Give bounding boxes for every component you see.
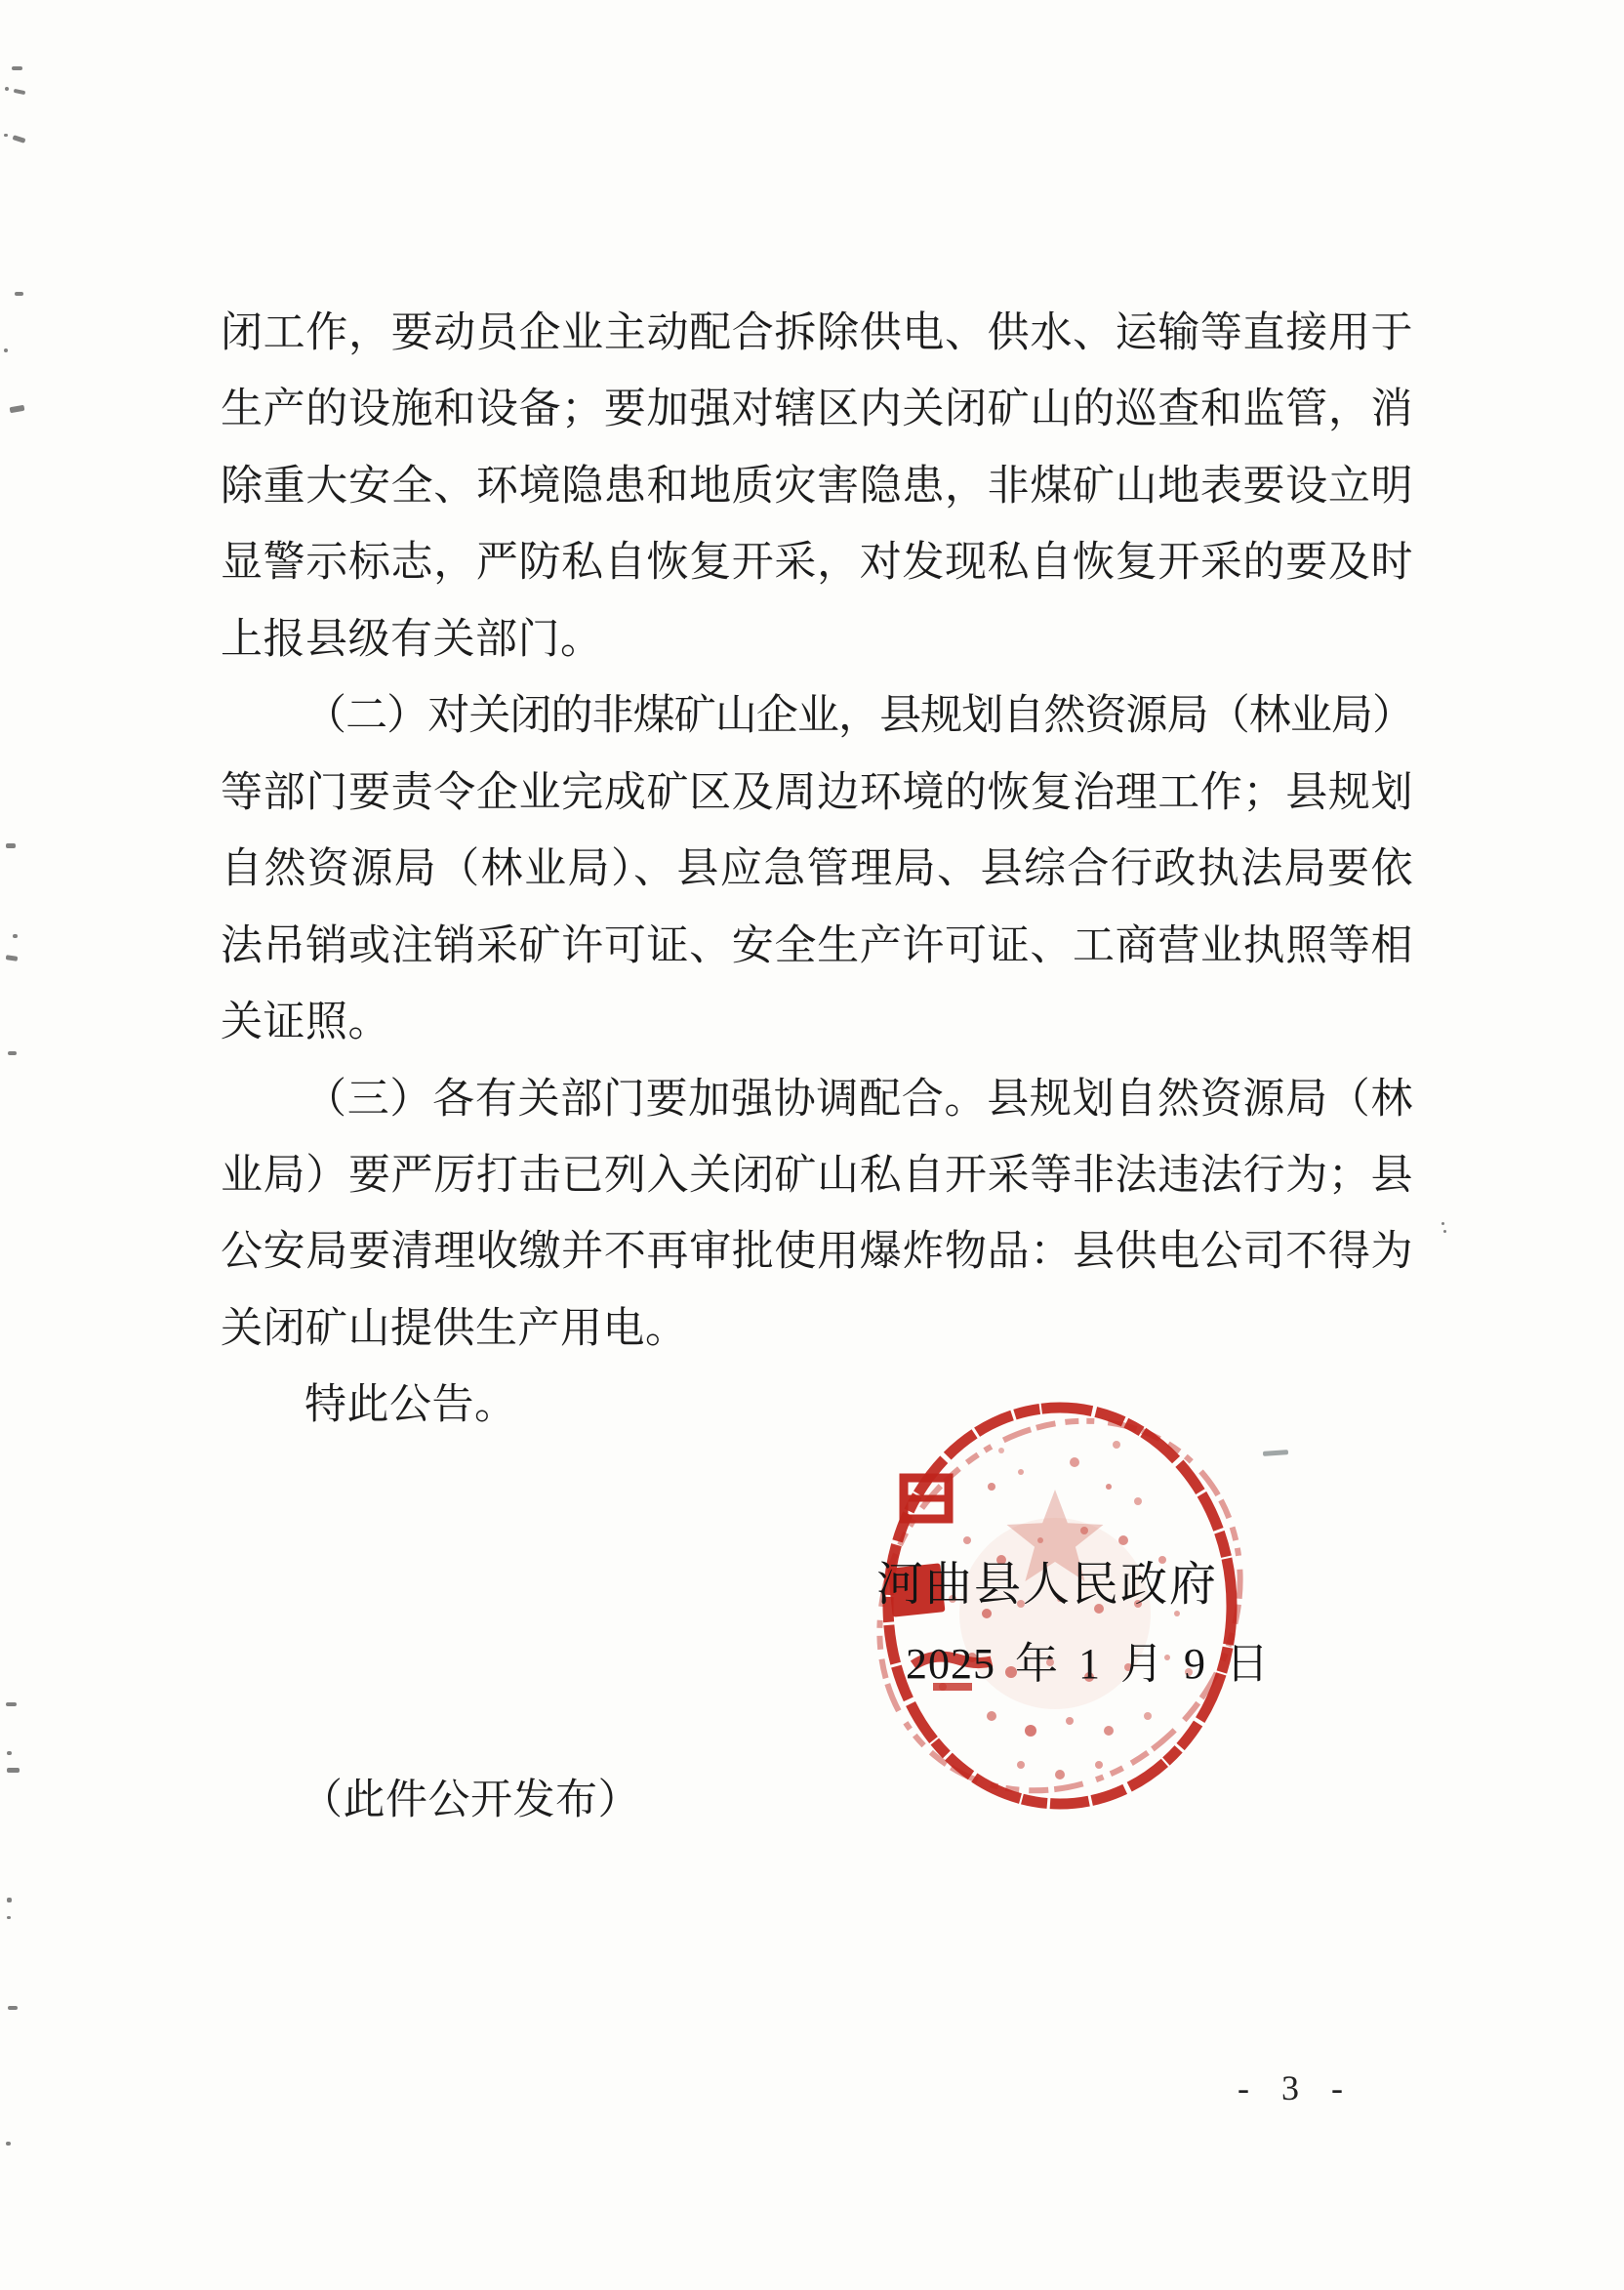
document-line: 自然资源局（林业局）、县应急管理局、县综合行政执法局要依 — [221, 846, 1413, 893]
document-line: （三）各有关部门要加强协调配合。县规划自然资源局（林 — [304, 1076, 1413, 1123]
page-number: - 3 - — [1238, 2068, 1349, 2107]
document-line: 公安局要清理收缴并不再审批使用爆炸物品：县供电公司不得为 — [221, 1229, 1413, 1276]
publish-note: （此件公开发布） — [301, 1778, 640, 1823]
document-line: 除重大安全、环境隐患和地质灾害隐患，非煤矿山地表要设立明 — [221, 463, 1413, 510]
document-body — [221, 296, 1413, 1445]
document-line: 业局）要严厉打击已列入关闭矿山私自开采等非法违法行为；县 — [221, 1152, 1413, 1199]
document-line: 显警示标志，严防私自恢复开采，对发现私自恢复开采的要及时 — [221, 540, 1413, 587]
document-line: 等部门要责令企业完成矿区及周边环境的恢复治理工作；县规划 — [221, 769, 1413, 816]
document-line: （二）对关闭的非煤矿山企业，县规划自然资源局（林业局） — [304, 693, 1413, 740]
document-line: 关证照。 — [221, 1000, 390, 1046]
document-line: 上报县级有关部门。 — [221, 616, 603, 663]
scan-smudge — [1263, 1450, 1288, 1456]
document-line: 生产的设施和设备；要加强对辖区内关闭矿山的巡查和监管，消 — [221, 387, 1413, 433]
signature-date: 2025 年 1 月 9 日 — [906, 1640, 1270, 1688]
document-line: 特此公告。 — [304, 1382, 517, 1429]
document-line: 法吊销或注销采矿许可证、安全生产许可证、工商营业执照等相 — [221, 922, 1413, 969]
signature-organization: 河曲县人民政府 — [876, 1559, 1219, 1611]
document-line: 闭工作，要动员企业主动配合拆除供电、供水、运输等直接用于 — [221, 310, 1413, 356]
document-line: 关闭矿山提供生产用电。 — [221, 1305, 688, 1352]
